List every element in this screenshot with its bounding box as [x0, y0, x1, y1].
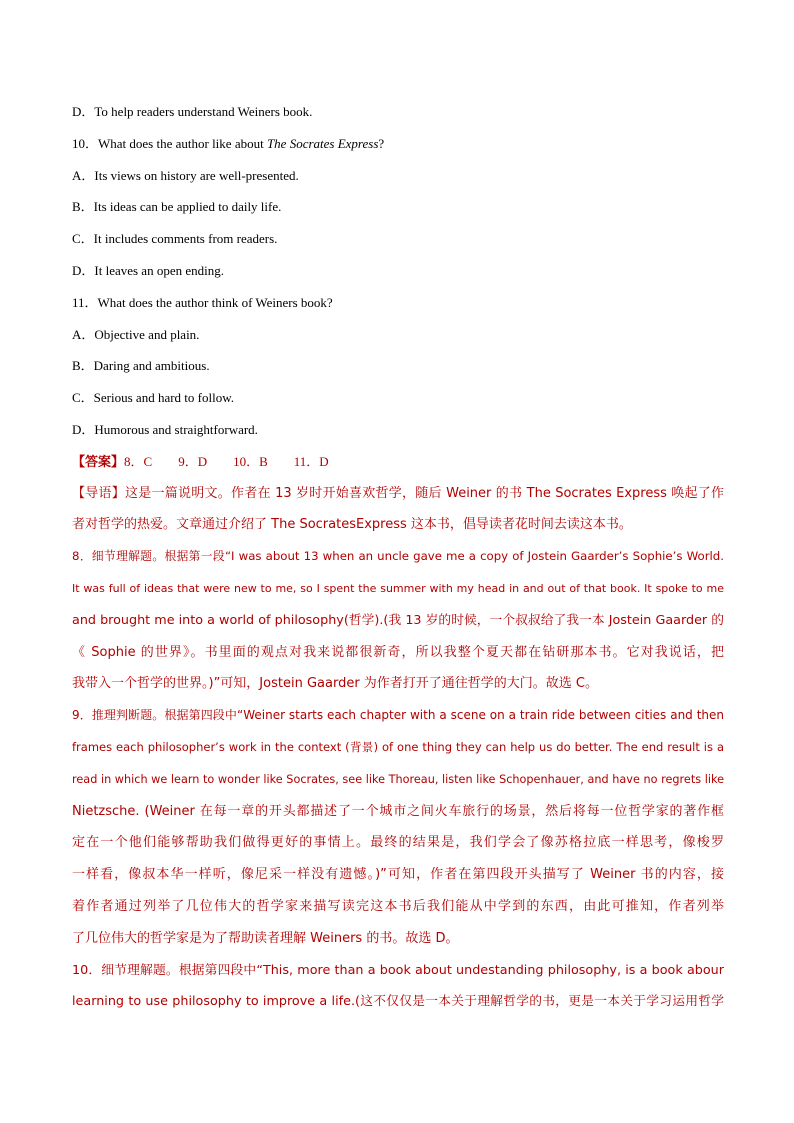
explanation-9-line: read in which we learn to wonder like Socrates, see like Thoreau, listen like Schopenhauer, and have no regrets like	[72, 772, 724, 786]
explanation-9-line: 着作者通过列举了几位伟大的哲学家来描写读完这本书后我们能从中学到的东西，由此可推知，作者列举	[72, 898, 724, 914]
option-10a: A．Its views on history are well-presented.	[72, 167, 299, 183]
guide-line: 【导语】这是一篇说明文。作者在 13 岁时开始喜欢哲学，随后 Weiner 的书 The Socrates Express 唤起了作	[72, 485, 724, 501]
option-10d: D．It leaves an open ending.	[72, 262, 224, 278]
option-11b: B．Daring and ambitious.	[72, 358, 210, 374]
explanation-9-line: Nietzsche. (Weiner 在每一章的开头都描述了一个城市之间火车旅行的场景，然后将每一位哲学家的著作框	[72, 803, 724, 819]
guide-line: 者对哲学的热爱。文章通过介绍了 The SocratesExpress 这本书，倡导读者花时间去读这本书。	[72, 517, 632, 533]
explanation-8-line: and brought me into a world of philosophy(哲学).(我 13 岁的时候，一个叔叔给了我一本 Jostein Gaarder 的	[72, 612, 724, 628]
answer-label: 【答案】	[72, 453, 125, 469]
explanation-10-line: 10．细节理解题。根据第四段中“This, more than a book about undestanding philosophy, is a book abour	[72, 962, 724, 978]
question-10-stem	[72, 128, 724, 160]
option-10b: B．Its ideas can be applied to daily life.	[72, 199, 282, 215]
explanation-8-line: 我带入一个哲学的世界。)”可知，Jostein Gaarder 为作者打开了通往哲学的大门。故选 C。	[72, 676, 599, 692]
option-11c: C．Serious and hard to follow.	[72, 390, 234, 406]
answer-item: 9．D	[178, 453, 208, 469]
explanation-9-line: 一样看，像叔本华一样听，像尼采一样没有遗憾。)”可知，作者在第四段开头描写了 Weiner 书的内容，接	[72, 867, 724, 883]
option-11d: D．Humorous and straightforward.	[72, 421, 258, 437]
book-title: The Socrates Express	[266, 135, 379, 151]
answer-line	[72, 446, 724, 478]
explanation-9-line: 9．推理判断题。根据第四段中“Weiner starts each chapter with a scene on a train ride between cities and then	[72, 708, 724, 723]
explanation-10-line: learning to use philosophy to improve a life.(这不仅仅是一本关于理解哲学的书，更是一本关于学习运用哲学	[72, 994, 724, 1010]
option-9d: D．To help readers understand Weiners book.	[72, 104, 313, 119]
explanation-9-line: 定在一个他们能够帮助我们做得更好的事情上。最终的结果是，我们学会了像苏格拉底一样思考，像梭罗	[72, 835, 724, 851]
explanation-8-line: 8．细节理解题。根据第一段“I was about 13 when an uncle gave me a copy of Jostein Gaarder’s Sophie’s World.	[72, 549, 724, 564]
explanation-9-line: 了几位伟大的哲学家是为了帮助读者理解 Weiners 的书。故选 D。	[72, 930, 459, 946]
question-10-suffix: ?	[378, 135, 385, 151]
explanation-8-line: It was full of ideas that were new to me, so I spent the summer with my head in and out of that book. It spoke to me	[72, 581, 724, 595]
answer-item: 11．D	[293, 453, 329, 469]
answer-item: 8．C	[124, 453, 153, 469]
explanation-8-line: 《 Sophie 的世界》。书里面的观点对我来说都很新奇，所以我整个夏天都在钻研那本书。它对我说话，把	[72, 644, 724, 660]
question-11-stem: 11．What does the author think of Weiners book?	[72, 294, 333, 310]
explanation-9-line: frames each philosopher’s work in the context (背景) of one thing they can help us do better. The end result is a	[72, 739, 724, 754]
answer-item: 10．B	[233, 453, 268, 469]
option-10c: C．It includes comments from readers.	[72, 231, 278, 247]
option-11a: A．Objective and plain.	[72, 326, 200, 342]
question-10-prefix: 10．What does the author like about	[72, 135, 267, 151]
